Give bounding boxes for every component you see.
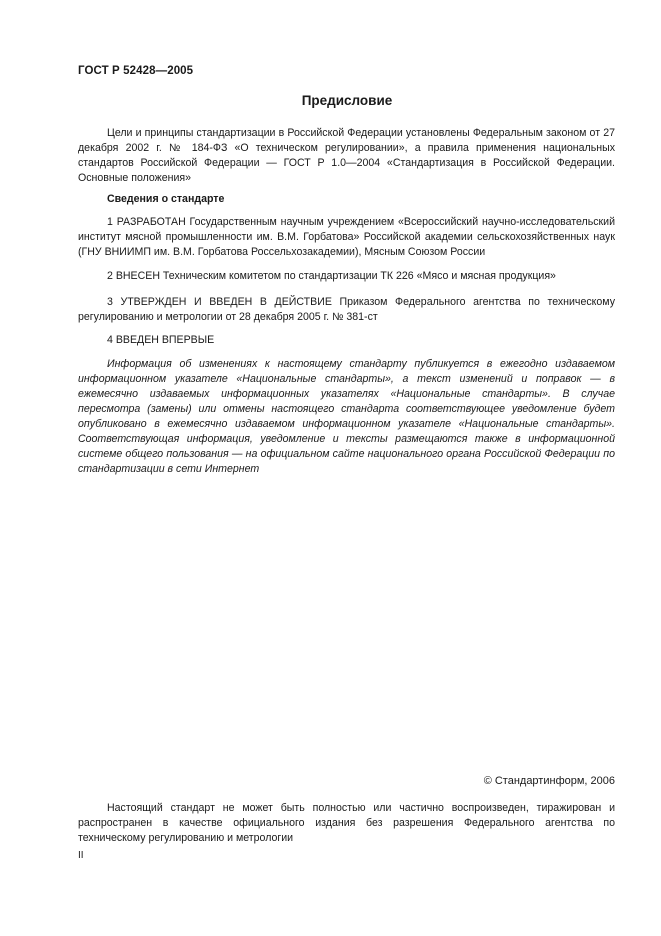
item-3-text: 3 УТВЕРЖДЕН И ВВЕДЕН В ДЕЙСТВИЕ Приказом Федерального агентства по техническому регулированию и метрологии от 28 декабря 2005 г. № 381-ст	[78, 296, 615, 323]
item-4	[78, 333, 615, 348]
item-2	[78, 269, 615, 284]
page-number: II	[78, 850, 84, 861]
item-4-text: 4 ВВЕДЕН ВПЕРВЫЕ	[107, 334, 215, 346]
intro-section	[78, 126, 615, 186]
copyright-notice: © Стандартинформ, 2006	[483, 775, 615, 787]
page-title: Предисловие	[301, 93, 393, 108]
standard-code: ГОСТ Р 52428—2005	[78, 65, 194, 77]
item-2-text: 2 ВНЕСЕН Техническим комитетом по стандартизации ТК 226 «Мясо и мясная продукция»	[107, 270, 556, 282]
item-3	[78, 295, 615, 325]
standard-info-heading: Сведения о стандарте	[107, 193, 225, 205]
intro-paragraph: Цели и принципы стандартизации в Российской Федерации установлены Федеральным законом от 27 декабря 2002 г. № 184-ФЗ «О техническом регулировании», а правила применения национальных стандартов Российской Федерации — ГОСТ Р 1.0—2004 «Стандартизация в Российской Федерации. Основные положения»	[78, 127, 615, 184]
item-1	[78, 215, 615, 260]
info-section	[78, 357, 615, 477]
reproduction-notice-text: Настоящий стандарт не может быть полностью или частично воспроизведен, тиражирован и распространен в качестве официального издания без разрешения Федерального агентства по техническому регулированию и метрологии	[78, 802, 615, 844]
info-paragraph: Информация об изменениях к настоящему стандарту публикуется в ежегодно издаваемом информационном указателе «Национальные стандарты», а текст изменений и поправок — в ежемесячно издаваемых информационных указателях «Национальные стандарты». В случае пересмотра (замены) или отмены настоящего стандарта соответствующее уведомление будет опубликовано в ежемесячно издаваемом информационном указателе «Национальные стандарты». Соответствующая информация, уведомление и тексты размещаются также в информационной системе общего пользования — на официальном сайте национального органа Российской Федерации по стандартизации в сети Интернет	[78, 358, 615, 475]
reproduction-notice	[78, 801, 615, 846]
item-1-text: 1 РАЗРАБОТАН Государственным научным учреждением «Всероссийский научно-исследовательский институт мясной промышленности им. В.М. Горбатова» Российской академии сельскохозяйственных наук (ГНУ ВНИИМП им. В.М. Горбатова Россельхозакадемии), Мясным Союзом России	[78, 216, 615, 258]
